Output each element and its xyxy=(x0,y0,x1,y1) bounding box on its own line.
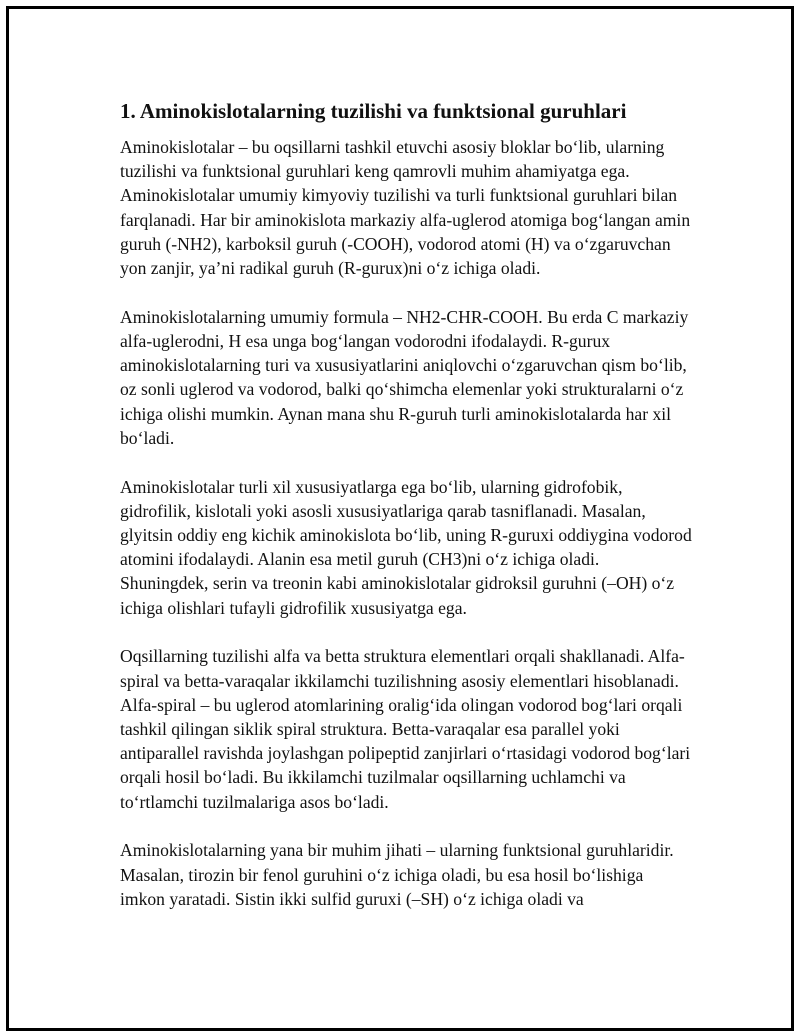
paragraph-2: Aminokislotalarning umumiy formula – NH2-CHR-COOH. Bu erda C markaziy alfa-uglerodni, H esa unga bog‘langan vodorodni ifodalaydi. R-gurux aminokislotalarning turi va xususiyatlarini aniqlovchi o‘zgaruvchan qism bo‘lib, oz sonli uglerod va vodorod, balki qo‘shimcha elemenlar yoki strukturalarni o‘z ichiga olishi mumkin. Aynan mana shu R-guruh turli aminokislotalarda har xil bo‘ladi. xyxy=(120,306,689,448)
page-frame xyxy=(6,6,794,1031)
section-heading: 1. Aminokislotalarning tuzilishi va funktsional guruhlari xyxy=(120,99,627,123)
paragraph-3: Aminokislotalar turli xil xususiyatlarga ega bo‘lib, ularning gidrofobik, gidrofilik, kislotali yoki asosli xususiyatlariga qarab tasniflanadi. Masalan, glyitsin oddiy eng kichik aminokislota bo‘lib, uning R-guruxi oddiygina vodorod atomini ifodalaydi. Alanin esa metil guruh (CH3)ni o‘z ichiga oladi. Shuningdek, serin va treonin kabi aminokislotalar gidroksil guruhni (–OH) o‘z ichiga olishlari tufayli gidrofilik xususiyatga ega. xyxy=(120,476,692,618)
paragraph-1: Aminokislotalar – bu oqsillarni tashkil etuvchi asosiy bloklar bo‘lib, ularning tuzilishi va funktsional guruhlari keng qamrovli muhim ahamiyatga ega. Aminokislotalar umumiy kimyoviy tuzilishi va turli funktsional guruhlari bilan farqlanadi. Har bir aminokislota markaziy alfa-uglerod atomiga bog‘langan amin guruh (-NH2), karboksil guruh (-COOH), vodorod atomi (H) va o‘zgaruvchan yon zanjir, ya’ni radikal guruh (R-gurux)ni o‘z ichiga oladi. xyxy=(120,137,691,279)
document-body xyxy=(120,97,692,936)
paragraph-4: Oqsillarning tuzilishi alfa va betta struktura elementlari orqali shakllanadi. Alfa-spiral va betta-varaqalar ikkilamchi tuzilishning asosiy elementlari hisoblanadi. Alfa-spiral – bu uglerod atomlarining oralig‘ida olingan vodorod bog‘lari orqali tashkil qilingan siklik spiral struktura. Betta-varaqalar esa parallel yoki antiparallel ravishda joylashgan polipeptid zanjirlari o‘rtasidagi vodorod bog‘lari orqali hosil bo‘ladi. Bu ikkilamchi tuzilmalar oqsillarning uchlamchi va to‘rtlamchi tuzilmalariga asos bo‘ladi. xyxy=(120,646,691,812)
paragraph-5: Aminokislotalarning yana bir muhim jihati – ularning funktsional guruhlaridir. Masalan, tirozin bir fenol guruhini o‘z ichiga oladi, bu esa hosil bo‘lishiga imkon yaratadi. Sistin ikki sulfid guruxi (–SH) o‘z ichiga oladi va xyxy=(120,840,674,909)
